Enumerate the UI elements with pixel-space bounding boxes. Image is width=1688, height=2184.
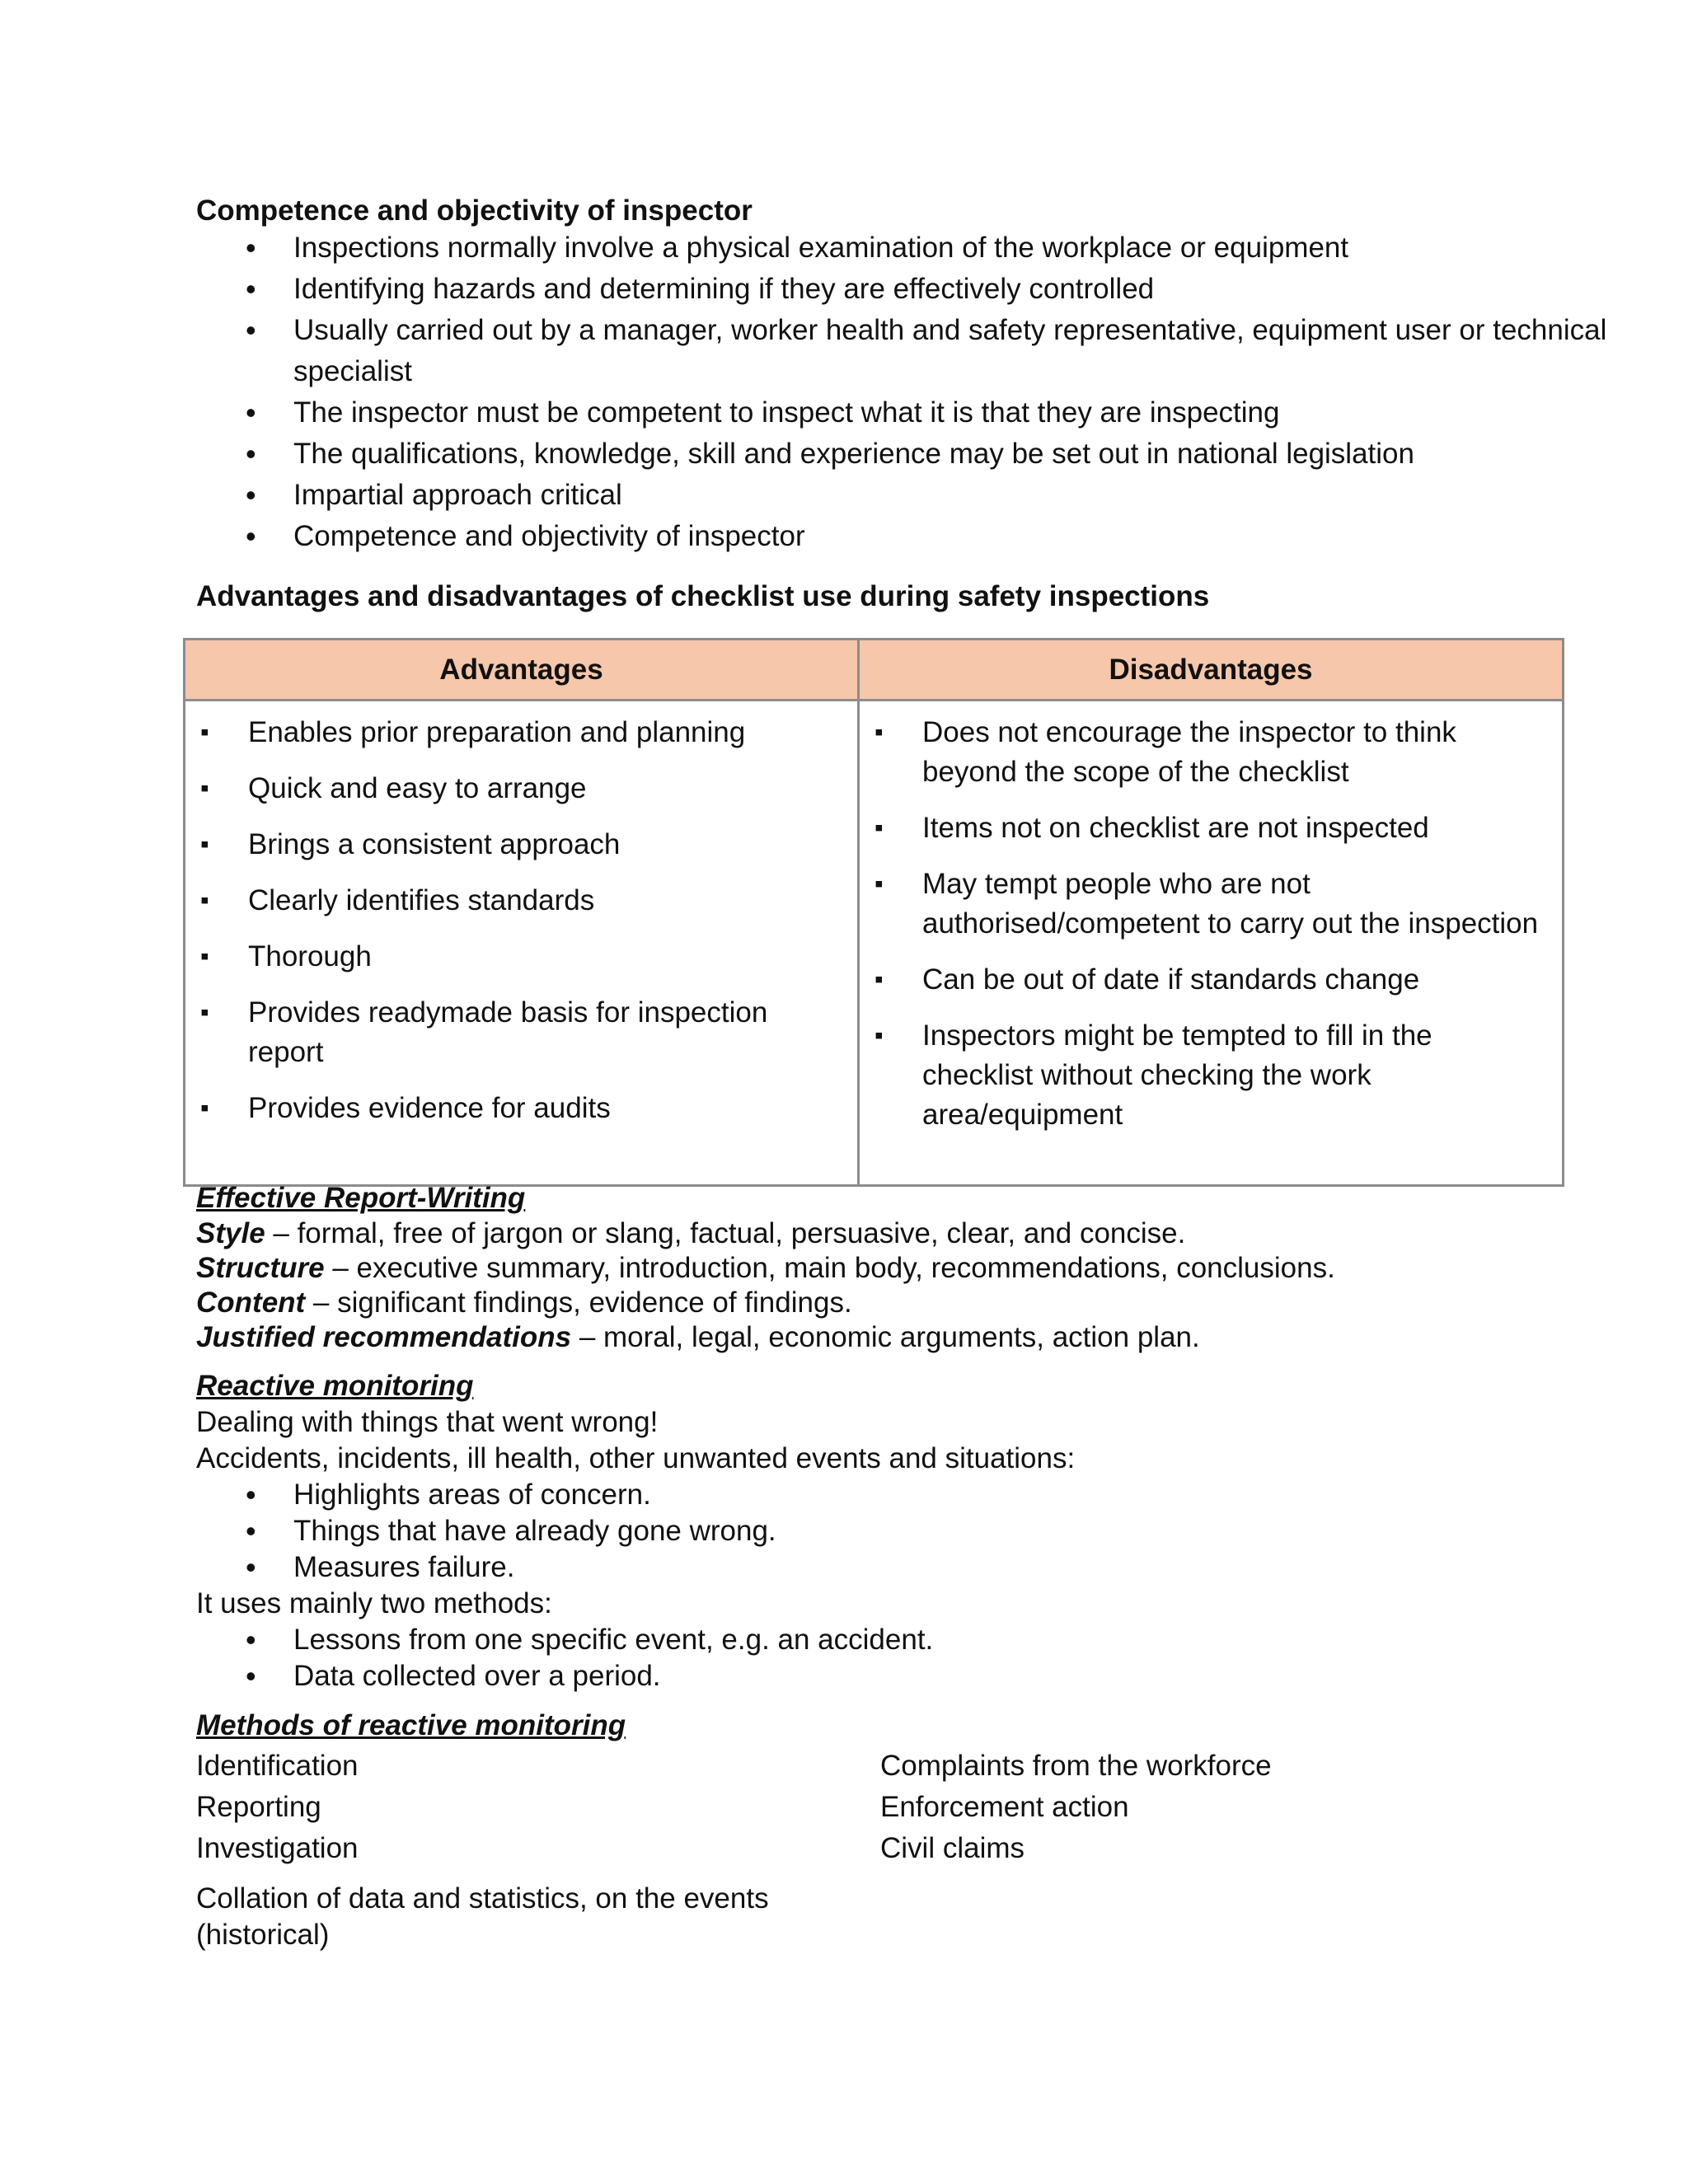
list-item: • Competence and objectivity of inspector <box>196 516 1556 557</box>
advantage-item: ▪ Quick and easy to arrange <box>185 769 857 808</box>
checklist-table <box>183 638 1564 1187</box>
term: Structure <box>196 1252 325 1284</box>
advantages-list <box>185 713 857 1128</box>
checklist-heading: Advantages and disadvantages of checklist use during safety inspections <box>196 580 1210 612</box>
advantage-item: ▪ Enables prior preparation and planning <box>185 713 857 752</box>
list-item: • Data collected over a period. <box>196 1658 1515 1694</box>
list-item: • Things that have already gone wrong. <box>196 1513 1515 1549</box>
method-item: Identification <box>196 1750 359 1782</box>
disadvantage-item: ▪ Inspectors might be tempted to fill in the checklist without checking the work area/equipment <box>860 1016 1562 1135</box>
term: Style <box>196 1217 265 1249</box>
list-item: • Inspections normally involve a physical examination of the workplace or equipment <box>196 227 1556 269</box>
advantage-item: ▪ Provides evidence for audits <box>185 1089 857 1128</box>
description: – executive summary, introduction, main body, recommendations, conclusions. <box>324 1252 1335 1284</box>
list-item: • Impartial approach critical <box>196 475 1556 516</box>
reactive-methods-intro: It uses mainly two methods: <box>196 1587 552 1619</box>
report-writing-heading: Effective Report-Writing <box>196 1182 526 1214</box>
advantages-cell <box>185 701 859 1186</box>
report-line-recommendations <box>196 1320 1200 1355</box>
reactive-list <box>196 1477 1515 1586</box>
advantage-item: ▪ Thorough <box>185 937 857 977</box>
disadvantage-item: ▪ May tempt people who are not authorised/competent to carry out the inspection <box>860 865 1562 944</box>
list-item: • The inspector must be competent to inspect what it is that they are inspecting <box>196 392 1556 434</box>
method-item: Complaints from the workforce <box>880 1750 1272 1782</box>
report-line-structure <box>196 1251 1335 1286</box>
reactive-heading: Reactive monitoring <box>196 1370 474 1402</box>
advantage-item: ▪ Clearly identifies standards <box>185 881 857 921</box>
list-item: • Measures failure. <box>196 1549 1515 1586</box>
reactive-intro: Dealing with things that went wrong! <box>196 1406 659 1438</box>
list-item: • Lessons from one specific event, e.g. an accident. <box>196 1622 1515 1658</box>
list-item: • Usually carried out by a manager, worker health and safety representative, equipment user or technical specialist <box>196 310 1645 392</box>
advantages-header: Advantages <box>185 640 859 701</box>
reactive-intro: Accidents, incidents, ill health, other unwanted events and situations: <box>196 1442 1076 1474</box>
methods-left-column <box>196 1746 790 1953</box>
description: – formal, free of jargon or slang, factual, persuasive, clear, and concise. <box>265 1217 1186 1249</box>
method-item: Collation of data and statistics, on the events <box>196 1882 769 1915</box>
disadvantage-item: ▪ Does not encourage the inspector to think beyond the scope of the checklist <box>860 713 1562 792</box>
competence-list <box>196 227 1607 557</box>
method-item: Civil claims <box>880 1832 1025 1864</box>
list-item: • The qualifications, knowledge, skill and experience may be set out in national legislation <box>196 434 1556 475</box>
list-item: • Identifying hazards and determining if they are effectively controlled <box>196 269 1556 310</box>
report-line-style <box>196 1216 1185 1251</box>
disadvantage-item: ▪ Items not on checklist are not inspected <box>860 808 1562 848</box>
disadvantage-item: ▪ Can be out of date if standards change <box>860 960 1562 1000</box>
report-line-content <box>196 1286 852 1320</box>
method-item: Reporting <box>196 1791 321 1823</box>
term: Justified recommendations <box>196 1321 572 1353</box>
advantage-item: ▪ Brings a consistent approach <box>185 825 857 865</box>
disadvantages-list <box>860 713 1562 1135</box>
methods-right-column <box>880 1746 1540 1869</box>
description: – significant findings, evidence of findings. <box>305 1286 852 1319</box>
disadvantages-header: Disadvantages <box>859 640 1564 701</box>
list-item: • Highlights areas of concern. <box>196 1477 1515 1513</box>
method-item: Enforcement action <box>880 1791 1129 1823</box>
competence-heading: Competence and objectivity of inspector <box>196 194 753 227</box>
advantage-item: ▪ Provides readymade basis for inspection report <box>185 993 857 1072</box>
term: Content <box>196 1286 306 1319</box>
methods-heading: Methods of reactive monitoring <box>196 1709 626 1741</box>
description: – moral, legal, economic arguments, action plan. <box>571 1321 1200 1353</box>
reactive-methods-list <box>196 1622 1515 1694</box>
method-item: Investigation <box>196 1832 359 1864</box>
disadvantages-cell <box>859 701 1564 1186</box>
method-item: (historical) <box>196 1919 330 1951</box>
